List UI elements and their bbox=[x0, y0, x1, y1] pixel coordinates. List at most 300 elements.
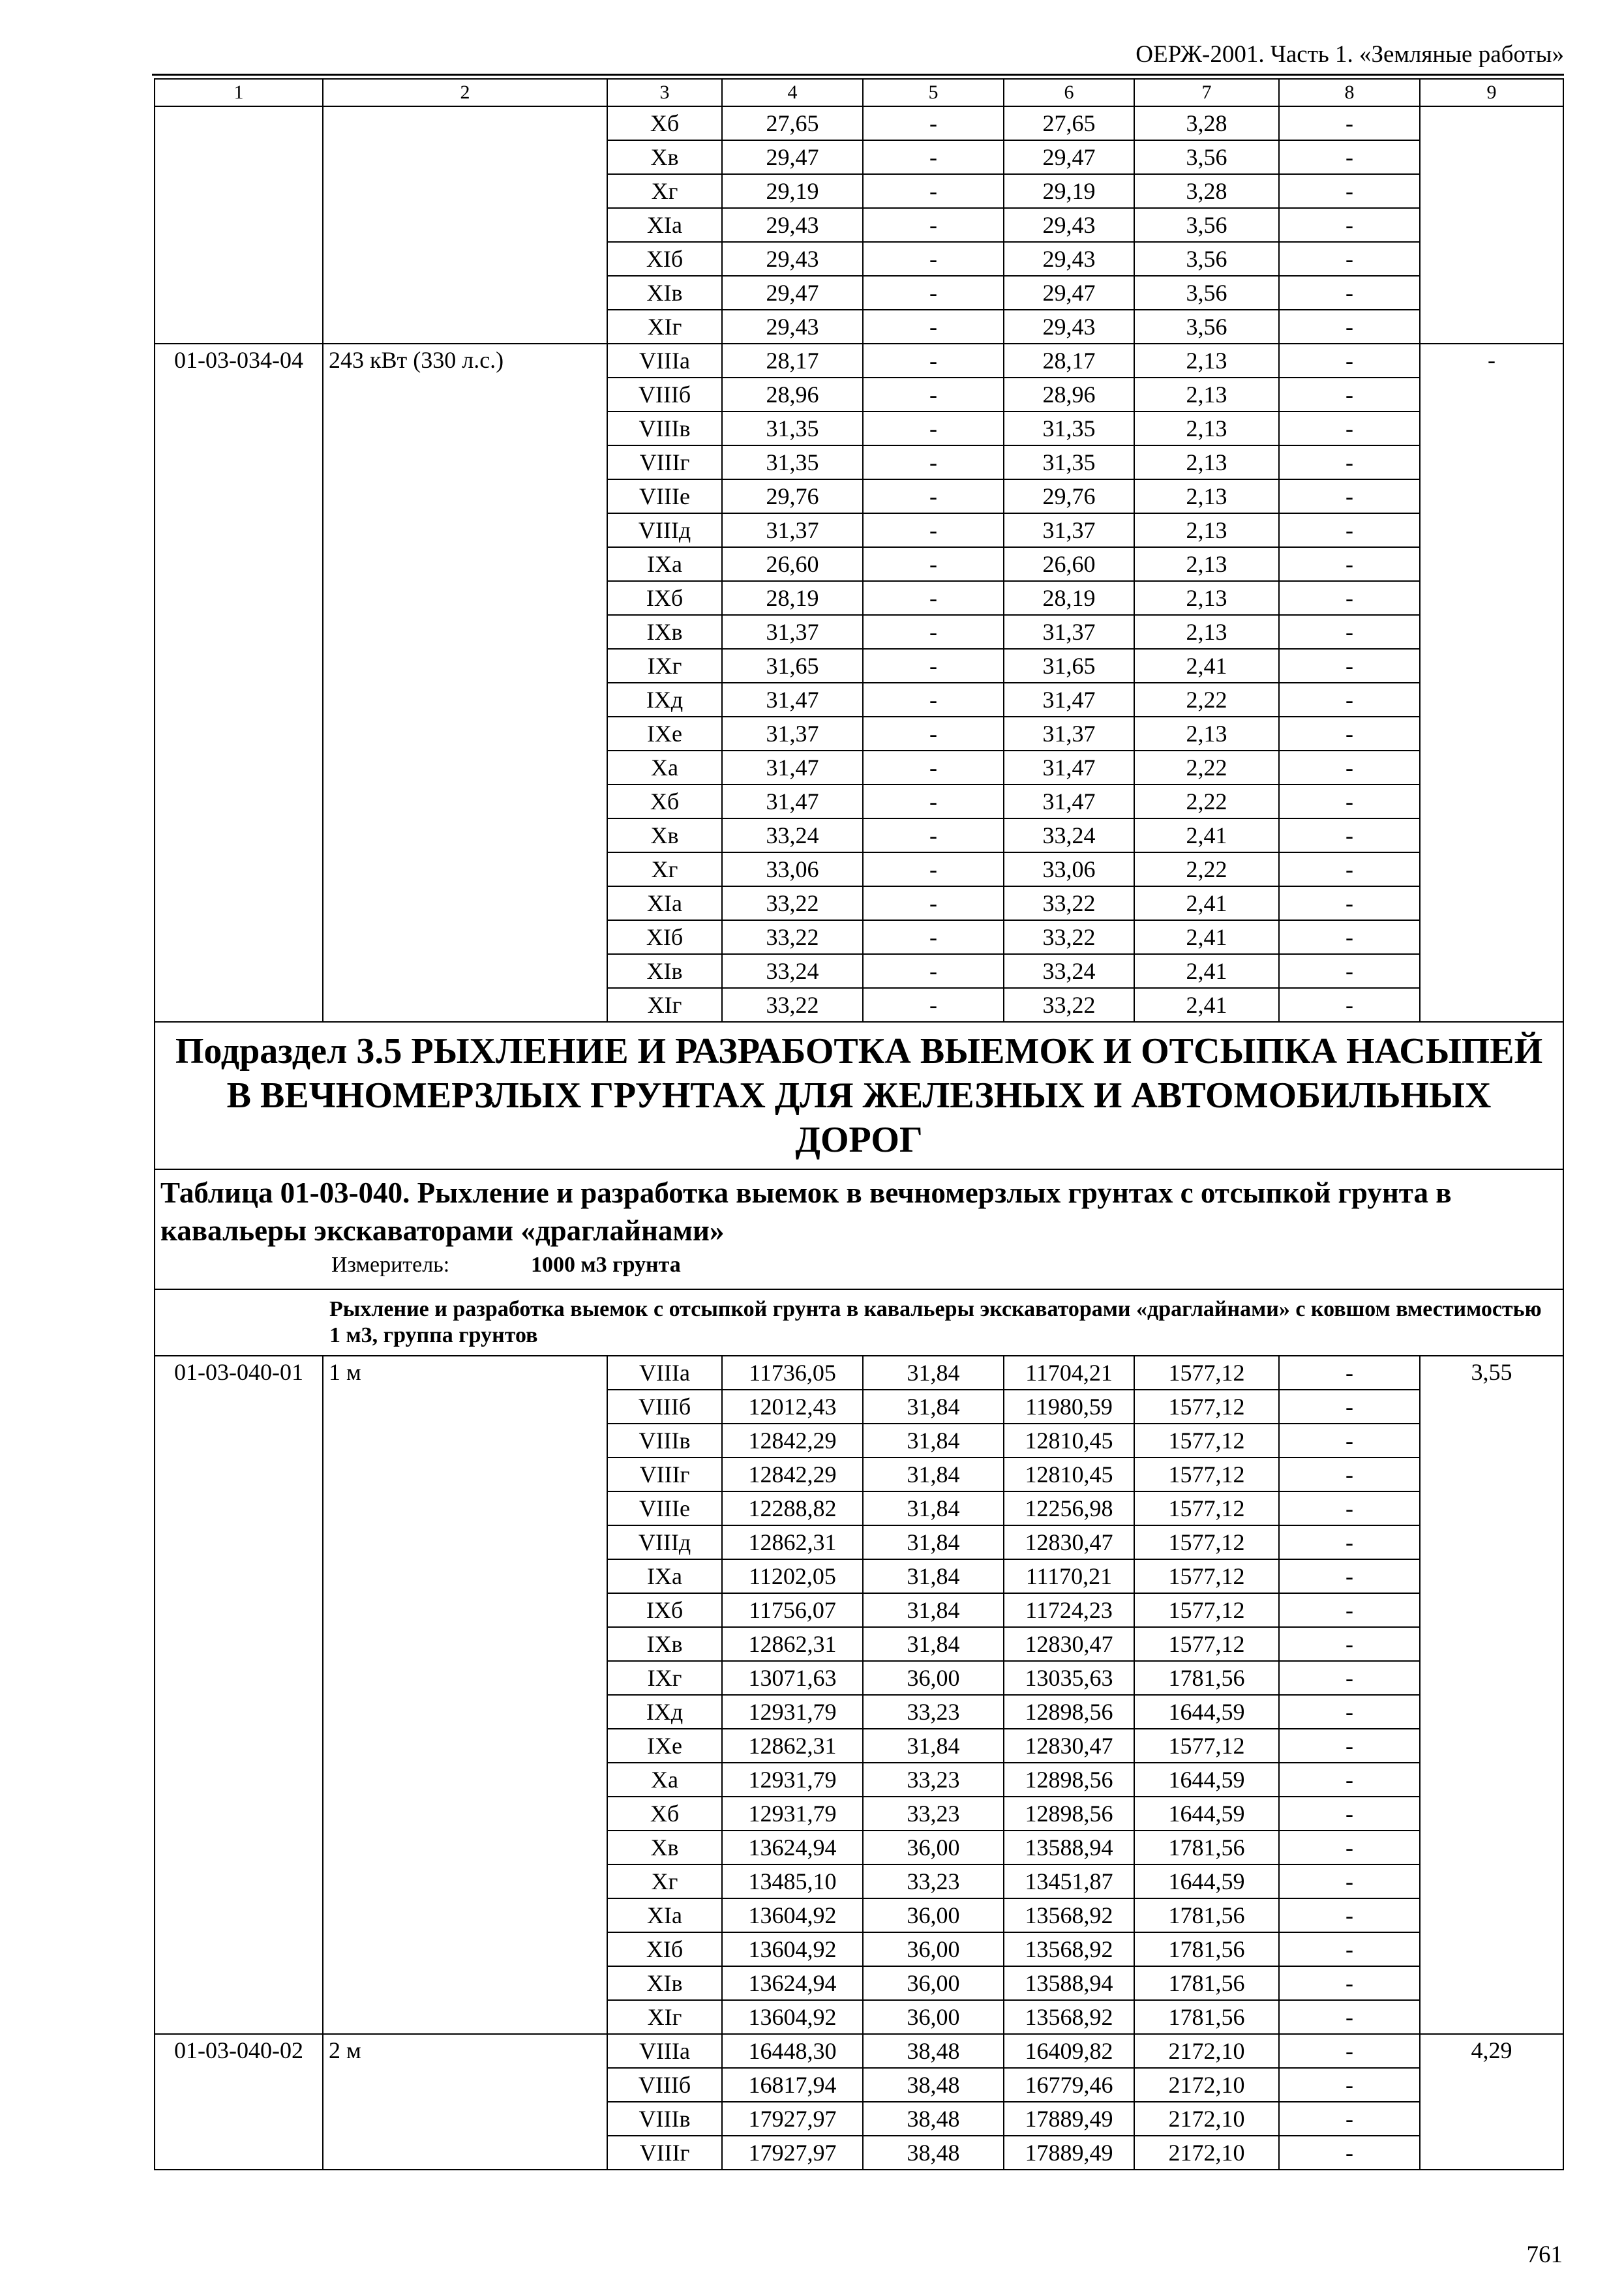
materials-cell: - bbox=[1279, 1424, 1420, 1458]
soil-group-cell: IХб bbox=[607, 1593, 722, 1627]
soil-group-cell: VIIIе bbox=[607, 479, 722, 513]
table-title: Таблица 01-03-040. Рыхление и разработка выемок в вечномерзлых грунтах с отсыпкой грунта в кавальеры экскаваторами «драглайнами» bbox=[160, 1176, 1452, 1247]
soil-group-cell: Хв bbox=[607, 140, 722, 174]
machines-cell: 29,47 bbox=[1004, 140, 1134, 174]
machines-cell: 11724,23 bbox=[1004, 1593, 1134, 1627]
materials-cell: - bbox=[1279, 954, 1420, 988]
soil-group-cell: ХIв bbox=[607, 954, 722, 988]
driver-wages-cell: 1577,12 bbox=[1134, 1390, 1279, 1424]
machines-cell: 13568,92 bbox=[1004, 1932, 1134, 1966]
wages-cell: - bbox=[863, 988, 1004, 1022]
measure-line bbox=[160, 1251, 1557, 1279]
labor-cost-cell bbox=[1420, 106, 1563, 344]
direct-cost-cell: 13485,10 bbox=[722, 1864, 863, 1898]
materials-cell: - bbox=[1279, 683, 1420, 717]
soil-group-cell: Хв bbox=[607, 818, 722, 852]
driver-wages-cell: 2,13 bbox=[1134, 344, 1279, 378]
soil-group-cell: VIIIв bbox=[607, 1424, 722, 1458]
soil-group-cell: IХа bbox=[607, 547, 722, 581]
direct-cost-cell: 12862,31 bbox=[722, 1729, 863, 1763]
column-number: 1 bbox=[155, 79, 323, 106]
materials-cell: - bbox=[1279, 479, 1420, 513]
machines-cell: 11170,21 bbox=[1004, 1559, 1134, 1593]
materials-cell: - bbox=[1279, 208, 1420, 242]
soil-group-cell: IХе bbox=[607, 1729, 722, 1763]
soil-group-cell: Хг bbox=[607, 1864, 722, 1898]
direct-cost-cell: 29,43 bbox=[722, 310, 863, 344]
column-number: 8 bbox=[1279, 79, 1420, 106]
driver-wages-cell: 1577,12 bbox=[1134, 1593, 1279, 1627]
direct-cost-cell: 29,43 bbox=[722, 242, 863, 276]
wages-cell: - bbox=[863, 683, 1004, 717]
machines-cell: 12810,45 bbox=[1004, 1458, 1134, 1491]
rate-code-cell bbox=[155, 106, 323, 344]
wages-cell: 36,00 bbox=[863, 1966, 1004, 2000]
soil-group-cell: VIIIа bbox=[607, 2034, 722, 2068]
direct-cost-cell: 29,19 bbox=[722, 174, 863, 208]
materials-cell: - bbox=[1279, 2102, 1420, 2136]
direct-cost-cell: 33,22 bbox=[722, 886, 863, 920]
machines-cell: 11704,21 bbox=[1004, 1356, 1134, 1390]
materials-cell: - bbox=[1279, 1932, 1420, 1966]
soil-group-cell: VIIIб bbox=[607, 378, 722, 411]
direct-cost-cell: 31,37 bbox=[722, 717, 863, 751]
materials-cell: - bbox=[1279, 785, 1420, 818]
wages-cell: 31,84 bbox=[863, 1424, 1004, 1458]
driver-wages-cell: 1644,59 bbox=[1134, 1797, 1279, 1831]
header-rule bbox=[152, 74, 1564, 76]
machines-cell: 12830,47 bbox=[1004, 1627, 1134, 1661]
section-row bbox=[155, 1022, 1563, 1169]
machines-cell: 17889,49 bbox=[1004, 2102, 1134, 2136]
wages-cell: 33,23 bbox=[863, 1864, 1004, 1898]
soil-group-cell: Хг bbox=[607, 852, 722, 886]
materials-cell: - bbox=[1279, 1559, 1420, 1593]
soil-group-cell: IХг bbox=[607, 1661, 722, 1695]
direct-cost-cell: 13071,63 bbox=[722, 1661, 863, 1695]
direct-cost-cell: 28,17 bbox=[722, 344, 863, 378]
materials-cell: - bbox=[1279, 2000, 1420, 2034]
table-row bbox=[155, 1356, 1563, 1390]
table-row bbox=[155, 2034, 1563, 2068]
direct-cost-cell: 16817,94 bbox=[722, 2068, 863, 2102]
description-spacer bbox=[155, 1289, 323, 1356]
column-number: 5 bbox=[863, 79, 1004, 106]
materials-cell: - bbox=[1279, 242, 1420, 276]
soil-group-cell: ХIб bbox=[607, 1932, 722, 1966]
machines-cell: 33,22 bbox=[1004, 886, 1134, 920]
direct-cost-cell: 31,47 bbox=[722, 683, 863, 717]
soil-group-cell: VIIIг bbox=[607, 445, 722, 479]
soil-group-cell: IХд bbox=[607, 683, 722, 717]
wages-cell: - bbox=[863, 513, 1004, 547]
direct-cost-cell: 13604,92 bbox=[722, 2000, 863, 2034]
materials-cell: - bbox=[1279, 1661, 1420, 1695]
wages-cell: 31,84 bbox=[863, 1458, 1004, 1491]
machines-cell: 31,35 bbox=[1004, 445, 1134, 479]
driver-wages-cell: 2,13 bbox=[1134, 479, 1279, 513]
driver-wages-cell: 1577,12 bbox=[1134, 1356, 1279, 1390]
driver-wages-cell: 3,56 bbox=[1134, 208, 1279, 242]
materials-cell: - bbox=[1279, 2068, 1420, 2102]
wages-cell: - bbox=[863, 276, 1004, 310]
soil-group-cell: VIIIд bbox=[607, 513, 722, 547]
machines-cell: 16779,46 bbox=[1004, 2068, 1134, 2102]
rate-name-cell: 243 кВт (330 л.с.) bbox=[323, 344, 607, 1022]
direct-cost-cell: 12931,79 bbox=[722, 1763, 863, 1797]
direct-cost-cell: 11202,05 bbox=[722, 1559, 863, 1593]
machines-cell: 13451,87 bbox=[1004, 1864, 1134, 1898]
direct-cost-cell: 31,47 bbox=[722, 751, 863, 785]
driver-wages-cell: 2,13 bbox=[1134, 615, 1279, 649]
machines-cell: 29,43 bbox=[1004, 242, 1134, 276]
materials-cell: - bbox=[1279, 106, 1420, 140]
materials-cell: - bbox=[1279, 344, 1420, 378]
soil-group-cell: VIIIб bbox=[607, 1390, 722, 1424]
soil-group-cell: Хб bbox=[607, 106, 722, 140]
rates-table bbox=[154, 78, 1564, 2170]
machines-cell: 29,76 bbox=[1004, 479, 1134, 513]
machines-cell: 12810,45 bbox=[1004, 1424, 1134, 1458]
driver-wages-cell: 1577,12 bbox=[1134, 1627, 1279, 1661]
rate-name-cell bbox=[323, 106, 607, 344]
soil-group-cell: VIIIг bbox=[607, 1458, 722, 1491]
soil-group-cell: VIIIв bbox=[607, 2102, 722, 2136]
machines-cell: 31,47 bbox=[1004, 751, 1134, 785]
direct-cost-cell: 12931,79 bbox=[722, 1797, 863, 1831]
driver-wages-cell: 3,56 bbox=[1134, 140, 1279, 174]
labor-cost-cell: - bbox=[1420, 344, 1563, 1022]
wages-cell: - bbox=[863, 581, 1004, 615]
machines-cell: 12898,56 bbox=[1004, 1797, 1134, 1831]
driver-wages-cell: 1577,12 bbox=[1134, 1525, 1279, 1559]
direct-cost-cell: 28,96 bbox=[722, 378, 863, 411]
description-row bbox=[155, 1289, 1563, 1356]
wages-cell: 33,23 bbox=[863, 1695, 1004, 1729]
materials-cell: - bbox=[1279, 1593, 1420, 1627]
materials-cell: - bbox=[1279, 1729, 1420, 1763]
soil-group-cell: Хг bbox=[607, 174, 722, 208]
table-header-row bbox=[155, 1169, 1563, 1289]
materials-cell: - bbox=[1279, 1390, 1420, 1424]
column-numbers-row bbox=[155, 79, 1563, 106]
driver-wages-cell: 2,41 bbox=[1134, 988, 1279, 1022]
driver-wages-cell: 2,41 bbox=[1134, 920, 1279, 954]
direct-cost-cell: 12862,31 bbox=[722, 1525, 863, 1559]
materials-cell: - bbox=[1279, 886, 1420, 920]
machines-cell: 33,06 bbox=[1004, 852, 1134, 886]
driver-wages-cell: 2,13 bbox=[1134, 445, 1279, 479]
driver-wages-cell: 2,13 bbox=[1134, 411, 1279, 445]
driver-wages-cell: 1781,56 bbox=[1134, 1932, 1279, 1966]
materials-cell: - bbox=[1279, 920, 1420, 954]
soil-group-cell: ХIб bbox=[607, 242, 722, 276]
direct-cost-cell: 29,43 bbox=[722, 208, 863, 242]
wages-cell: - bbox=[863, 378, 1004, 411]
direct-cost-cell: 29,47 bbox=[722, 276, 863, 310]
soil-group-cell: Хб bbox=[607, 1797, 722, 1831]
machines-cell: 28,19 bbox=[1004, 581, 1134, 615]
work-description: Рыхление и разработка выемок с отсыпкой грунта в кавальеры экскаваторами «драглайнами» с ковшом вместимостью 1 м3, группа грунтов bbox=[323, 1289, 1563, 1356]
wages-cell: - bbox=[863, 751, 1004, 785]
soil-group-cell: ХIв bbox=[607, 276, 722, 310]
machines-cell: 26,60 bbox=[1004, 547, 1134, 581]
rate-name-cell: 1 м bbox=[323, 1356, 607, 2034]
direct-cost-cell: 16448,30 bbox=[722, 2034, 863, 2068]
table-header bbox=[155, 1169, 1563, 1289]
rate-code-cell: 01-03-040-02 bbox=[155, 2034, 323, 2170]
materials-cell: - bbox=[1279, 1763, 1420, 1797]
materials-cell: - bbox=[1279, 1797, 1420, 1831]
wages-cell: - bbox=[863, 106, 1004, 140]
direct-cost-cell: 28,19 bbox=[722, 581, 863, 615]
machines-cell: 28,96 bbox=[1004, 378, 1134, 411]
materials-cell: - bbox=[1279, 988, 1420, 1022]
machines-cell: 13588,94 bbox=[1004, 1831, 1134, 1864]
materials-cell: - bbox=[1279, 717, 1420, 751]
column-number: 2 bbox=[323, 79, 607, 106]
direct-cost-cell: 12842,29 bbox=[722, 1424, 863, 1458]
soil-group-cell: VIIIг bbox=[607, 2136, 722, 2170]
machines-cell: 29,43 bbox=[1004, 310, 1134, 344]
table-row bbox=[155, 344, 1563, 378]
machines-cell: 12898,56 bbox=[1004, 1763, 1134, 1797]
direct-cost-cell: 29,76 bbox=[722, 479, 863, 513]
direct-cost-cell: 13624,94 bbox=[722, 1966, 863, 2000]
materials-cell: - bbox=[1279, 852, 1420, 886]
soil-group-cell: VIIIб bbox=[607, 2068, 722, 2102]
rate-name-cell: 2 м bbox=[323, 2034, 607, 2170]
direct-cost-cell: 17927,97 bbox=[722, 2136, 863, 2170]
wages-cell: - bbox=[863, 140, 1004, 174]
direct-cost-cell: 31,37 bbox=[722, 513, 863, 547]
driver-wages-cell: 1644,59 bbox=[1134, 1763, 1279, 1797]
machines-cell: 12256,98 bbox=[1004, 1491, 1134, 1525]
soil-group-cell: VIIIе bbox=[607, 1491, 722, 1525]
direct-cost-cell: 12842,29 bbox=[722, 1458, 863, 1491]
machines-cell: 28,17 bbox=[1004, 344, 1134, 378]
driver-wages-cell: 2172,10 bbox=[1134, 2034, 1279, 2068]
driver-wages-cell: 1577,12 bbox=[1134, 1729, 1279, 1763]
materials-cell: - bbox=[1279, 513, 1420, 547]
machines-cell: 33,24 bbox=[1004, 818, 1134, 852]
wages-cell: - bbox=[863, 547, 1004, 581]
machines-cell: 16409,82 bbox=[1004, 2034, 1134, 2068]
driver-wages-cell: 2,13 bbox=[1134, 378, 1279, 411]
driver-wages-cell: 2,22 bbox=[1134, 785, 1279, 818]
driver-wages-cell: 1644,59 bbox=[1134, 1695, 1279, 1729]
driver-wages-cell: 2,41 bbox=[1134, 649, 1279, 683]
soil-group-cell: ХIг bbox=[607, 988, 722, 1022]
machines-cell: 31,37 bbox=[1004, 513, 1134, 547]
materials-cell: - bbox=[1279, 1627, 1420, 1661]
soil-group-cell: Ха bbox=[607, 751, 722, 785]
soil-group-cell: IХа bbox=[607, 1559, 722, 1593]
driver-wages-cell: 1577,12 bbox=[1134, 1491, 1279, 1525]
soil-group-cell: IХв bbox=[607, 1627, 722, 1661]
soil-group-cell: Хб bbox=[607, 785, 722, 818]
driver-wages-cell: 1644,59 bbox=[1134, 1864, 1279, 1898]
materials-cell: - bbox=[1279, 378, 1420, 411]
wages-cell: - bbox=[863, 954, 1004, 988]
labor-cost-cell: 3,55 bbox=[1420, 1356, 1563, 2034]
driver-wages-cell: 2,41 bbox=[1134, 818, 1279, 852]
wages-cell: 31,84 bbox=[863, 1525, 1004, 1559]
machines-cell: 17889,49 bbox=[1004, 2136, 1134, 2170]
direct-cost-cell: 27,65 bbox=[722, 106, 863, 140]
wages-cell: 36,00 bbox=[863, 1898, 1004, 1932]
machines-cell: 33,22 bbox=[1004, 988, 1134, 1022]
machines-cell: 12830,47 bbox=[1004, 1729, 1134, 1763]
driver-wages-cell: 2,13 bbox=[1134, 581, 1279, 615]
column-number: 7 bbox=[1134, 79, 1279, 106]
soil-group-cell: ХIа bbox=[607, 1898, 722, 1932]
materials-cell: - bbox=[1279, 818, 1420, 852]
rate-code-cell: 01-03-034-04 bbox=[155, 344, 323, 1022]
materials-cell: - bbox=[1279, 2034, 1420, 2068]
machines-cell: 31,47 bbox=[1004, 683, 1134, 717]
wages-cell: - bbox=[863, 445, 1004, 479]
soil-group-cell: VIIIд bbox=[607, 1525, 722, 1559]
page-number: 761 bbox=[1526, 2241, 1563, 2268]
direct-cost-cell: 33,06 bbox=[722, 852, 863, 886]
machines-cell: 31,37 bbox=[1004, 717, 1134, 751]
wages-cell: 31,84 bbox=[863, 1356, 1004, 1390]
driver-wages-cell: 1781,56 bbox=[1134, 1966, 1279, 2000]
direct-cost-cell: 33,22 bbox=[722, 920, 863, 954]
direct-cost-cell: 13624,94 bbox=[722, 1831, 863, 1864]
materials-cell: - bbox=[1279, 1695, 1420, 1729]
soil-group-cell: Ха bbox=[607, 1763, 722, 1797]
wages-cell: - bbox=[863, 920, 1004, 954]
page-header-title: ОЕРЖ-2001. Часть 1. «Земляные работы» bbox=[1135, 41, 1564, 68]
driver-wages-cell: 3,56 bbox=[1134, 242, 1279, 276]
wages-cell: 36,00 bbox=[863, 1932, 1004, 1966]
soil-group-cell: Хв bbox=[607, 1831, 722, 1864]
direct-cost-cell: 17927,97 bbox=[722, 2102, 863, 2136]
direct-cost-cell: 12862,31 bbox=[722, 1627, 863, 1661]
machines-cell: 33,24 bbox=[1004, 954, 1134, 988]
wages-cell: 31,84 bbox=[863, 1627, 1004, 1661]
driver-wages-cell: 2,13 bbox=[1134, 513, 1279, 547]
wages-cell: - bbox=[863, 411, 1004, 445]
direct-cost-cell: 11756,07 bbox=[722, 1593, 863, 1627]
direct-cost-cell: 31,35 bbox=[722, 445, 863, 479]
machines-cell: 12830,47 bbox=[1004, 1525, 1134, 1559]
rate-code-cell: 01-03-040-01 bbox=[155, 1356, 323, 2034]
wages-cell: - bbox=[863, 208, 1004, 242]
driver-wages-cell: 1577,12 bbox=[1134, 1559, 1279, 1593]
materials-cell: - bbox=[1279, 1491, 1420, 1525]
labor-cost-cell: 4,29 bbox=[1420, 2034, 1563, 2170]
soil-group-cell: VIIIа bbox=[607, 344, 722, 378]
machines-cell: 31,47 bbox=[1004, 785, 1134, 818]
materials-cell: - bbox=[1279, 411, 1420, 445]
soil-group-cell: ХIг bbox=[607, 310, 722, 344]
wages-cell: 31,84 bbox=[863, 1729, 1004, 1763]
driver-wages-cell: 1781,56 bbox=[1134, 1898, 1279, 1932]
driver-wages-cell: 3,28 bbox=[1134, 174, 1279, 208]
driver-wages-cell: 2,41 bbox=[1134, 954, 1279, 988]
driver-wages-cell: 2,22 bbox=[1134, 751, 1279, 785]
soil-group-cell: VIIIв bbox=[607, 411, 722, 445]
wages-cell: - bbox=[863, 479, 1004, 513]
materials-cell: - bbox=[1279, 649, 1420, 683]
soil-group-cell: ХIа bbox=[607, 886, 722, 920]
direct-cost-cell: 31,47 bbox=[722, 785, 863, 818]
direct-cost-cell: 13604,92 bbox=[722, 1898, 863, 1932]
driver-wages-cell: 1781,56 bbox=[1134, 2000, 1279, 2034]
materials-cell: - bbox=[1279, 140, 1420, 174]
machines-cell: 31,37 bbox=[1004, 615, 1134, 649]
driver-wages-cell: 2172,10 bbox=[1134, 2136, 1279, 2170]
measure-value: 1000 м3 грунта bbox=[531, 1253, 681, 1277]
materials-cell: - bbox=[1279, 310, 1420, 344]
wages-cell: 31,84 bbox=[863, 1390, 1004, 1424]
direct-cost-cell: 12288,82 bbox=[722, 1491, 863, 1525]
wages-cell: - bbox=[863, 174, 1004, 208]
machines-cell: 31,35 bbox=[1004, 411, 1134, 445]
materials-cell: - bbox=[1279, 445, 1420, 479]
machines-cell: 27,65 bbox=[1004, 106, 1134, 140]
materials-cell: - bbox=[1279, 1898, 1420, 1932]
materials-cell: - bbox=[1279, 2136, 1420, 2170]
soil-group-cell: IХв bbox=[607, 615, 722, 649]
direct-cost-cell: 33,22 bbox=[722, 988, 863, 1022]
machines-cell: 29,47 bbox=[1004, 276, 1134, 310]
soil-group-cell: ХIг bbox=[607, 2000, 722, 2034]
machines-cell: 13568,92 bbox=[1004, 1898, 1134, 1932]
machines-cell: 31,65 bbox=[1004, 649, 1134, 683]
machines-cell: 13588,94 bbox=[1004, 1966, 1134, 2000]
machines-cell: 29,19 bbox=[1004, 174, 1134, 208]
driver-wages-cell: 1577,12 bbox=[1134, 1424, 1279, 1458]
materials-cell: - bbox=[1279, 1525, 1420, 1559]
materials-cell: - bbox=[1279, 276, 1420, 310]
soil-group-cell: VIIIа bbox=[607, 1356, 722, 1390]
column-number: 9 bbox=[1420, 79, 1563, 106]
machines-cell: 29,43 bbox=[1004, 208, 1134, 242]
materials-cell: - bbox=[1279, 1356, 1420, 1390]
wages-cell: 38,48 bbox=[863, 2068, 1004, 2102]
wages-cell: 38,48 bbox=[863, 2034, 1004, 2068]
machines-cell: 11980,59 bbox=[1004, 1390, 1134, 1424]
materials-cell: - bbox=[1279, 1864, 1420, 1898]
wages-cell: - bbox=[863, 344, 1004, 378]
wages-cell: 36,00 bbox=[863, 1661, 1004, 1695]
direct-cost-cell: 33,24 bbox=[722, 954, 863, 988]
driver-wages-cell: 2172,10 bbox=[1134, 2102, 1279, 2136]
wages-cell: 36,00 bbox=[863, 2000, 1004, 2034]
soil-group-cell: IХг bbox=[607, 649, 722, 683]
wages-cell: 31,84 bbox=[863, 1593, 1004, 1627]
driver-wages-cell: 2,22 bbox=[1134, 683, 1279, 717]
materials-cell: - bbox=[1279, 1966, 1420, 2000]
wages-cell: - bbox=[863, 785, 1004, 818]
driver-wages-cell: 3,56 bbox=[1134, 276, 1279, 310]
wages-cell: - bbox=[863, 242, 1004, 276]
driver-wages-cell: 2,41 bbox=[1134, 886, 1279, 920]
driver-wages-cell: 3,56 bbox=[1134, 310, 1279, 344]
materials-cell: - bbox=[1279, 615, 1420, 649]
wages-cell: 31,84 bbox=[863, 1491, 1004, 1525]
machines-cell: 13568,92 bbox=[1004, 2000, 1134, 2034]
driver-wages-cell: 2172,10 bbox=[1134, 2068, 1279, 2102]
direct-cost-cell: 31,65 bbox=[722, 649, 863, 683]
materials-cell: - bbox=[1279, 1831, 1420, 1864]
soil-group-cell: IХд bbox=[607, 1695, 722, 1729]
machines-cell: 12898,56 bbox=[1004, 1695, 1134, 1729]
